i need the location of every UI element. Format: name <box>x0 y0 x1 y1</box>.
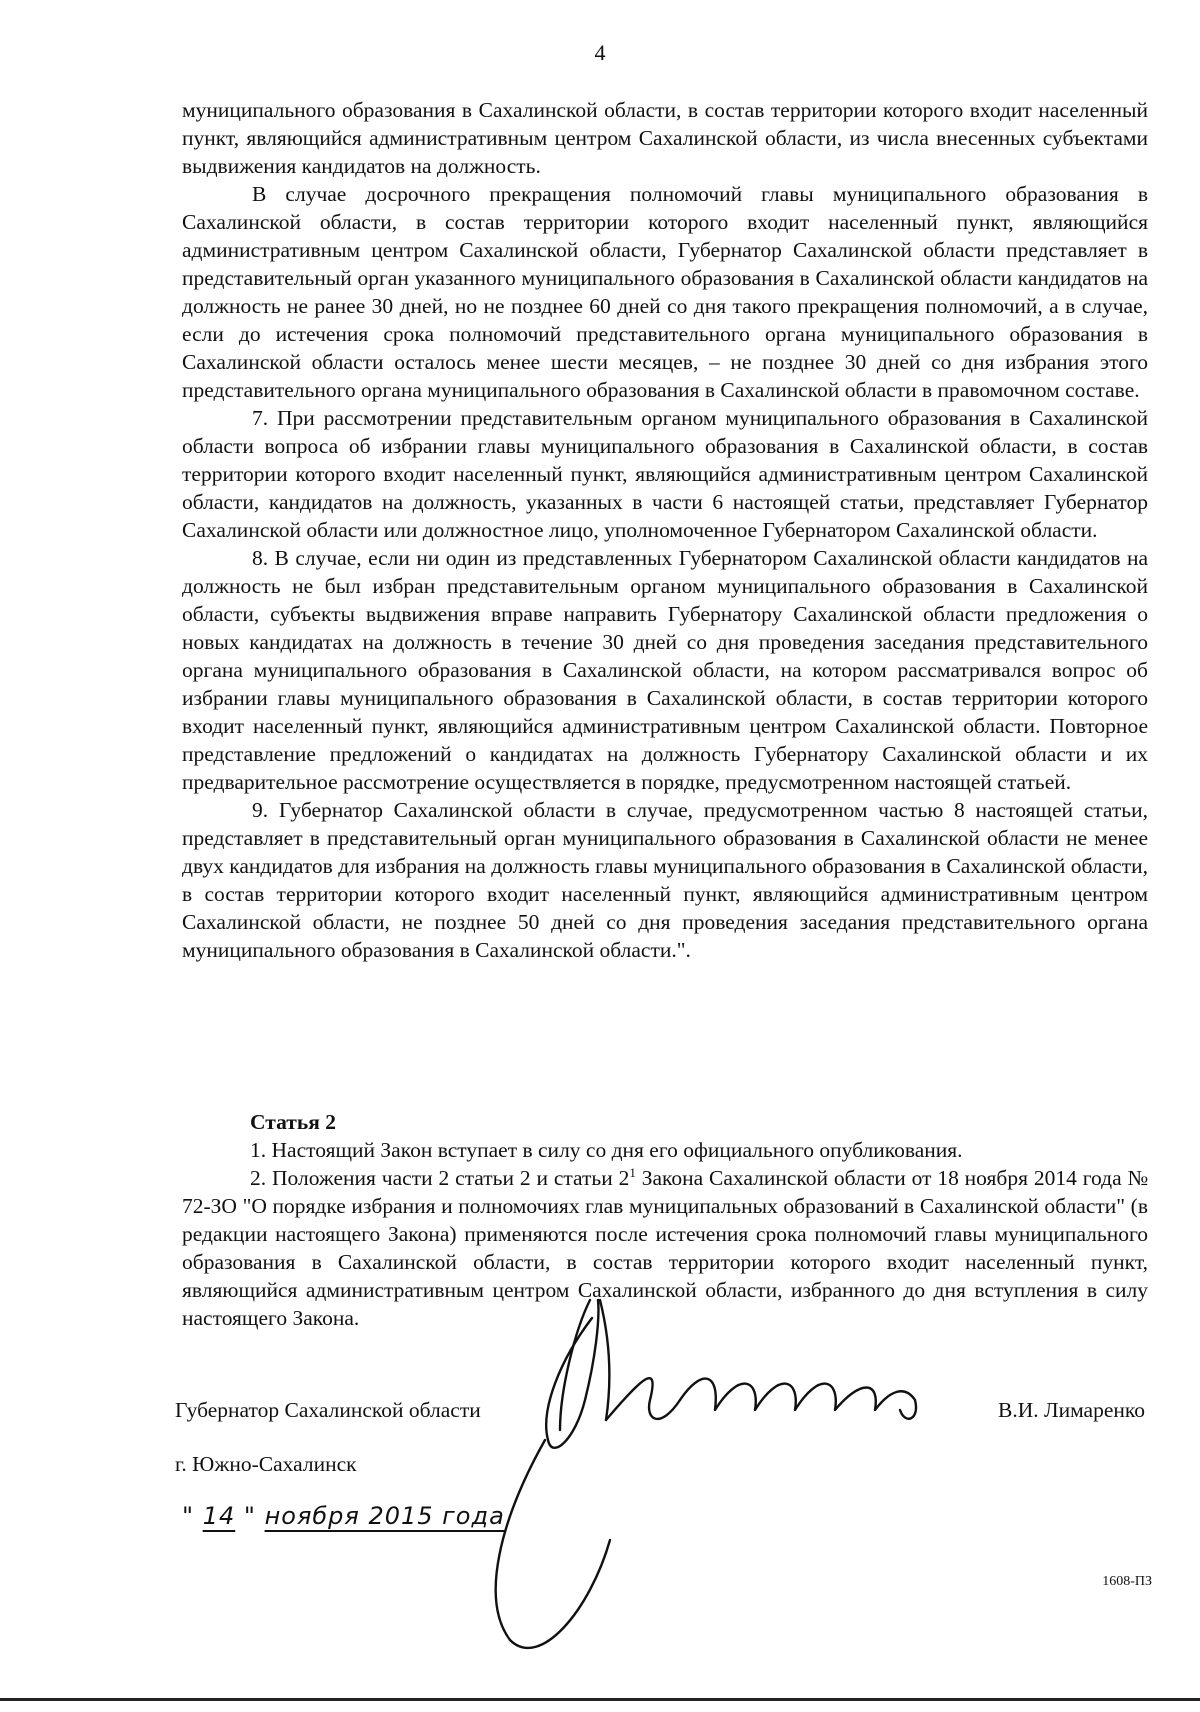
date-month-year: ноября 2015 года <box>264 1502 505 1530</box>
article-point-2 <box>182 1164 1148 1332</box>
paragraph: 8. В случае, если ни один из представленных Губернатором Сахалинской области кандидатов на должность не был избран представительным органом муниципального образования в Сахалинской области, субъекты выдвижения вправе направить Губернатору Сахалинской области предложения о новых кандидатах на должность в течение 30 дней со дня проведения заседания представительного органа муниципального образования в Сахалинской области, на котором рассматривался вопрос об избрании главы муниципального образования в Сахалинской области, в состав территории которого входит населенный пункт, являющийся административным центром Сахалинской области. Повторное представление предложений о кандидатах на должность Губернатору Сахалинской области и их предварительное рассмотрение осуществляется в порядке, предусмотренном настоящей статьей. <box>182 546 1148 794</box>
article-heading: Статья 2 <box>250 1110 336 1134</box>
signing-date <box>182 1502 505 1530</box>
article-2 <box>182 1108 1148 1332</box>
paragraph: 9. Губернатор Сахалинской области в случае, предусмотренном частью 8 настоящей статьи, представляет в представительный орган муниципального образования в Сахалинской области не менее двух кандидатов для избрания на должность главы муниципального образования в Сахалинской области, в состав территории которого входит населенный пункт, являющийся административным центром Сахалинской области, не позднее 50 дней со дня проведения заседания представительного органа муниципального образования в Сахалинской области.". <box>182 798 1148 962</box>
page-number: 4 <box>594 40 606 65</box>
date-quote-close: " <box>243 1502 256 1530</box>
article-point-2-end: Закона Сахалинской области от 18 ноября 2014 года № 72-ЗО "О порядке избрания и полномочиях глав муниципальных образований в Сахалинской области" (в редакции настоящего Закона) применяются после истечения срока полномочий главы муниципального образования в Сахалинской области, в состав территории которого входит населенный пункт, являющийся административным центром Сахалинской области, избранного до дня вступления в силу настоящего Закона. <box>182 1166 1148 1330</box>
law-body-text <box>182 96 1148 964</box>
paragraph: муниципального образования в Сахалинской области, в состав территории которого входит населенный пункт, являющийся административным центром Сахалинской области, из числа внесенных субъектами выдвижения кандидатов на должность. <box>182 98 1148 178</box>
superscript: 1 <box>629 1164 636 1180</box>
signing-city: г. Южно-Сахалинск <box>175 1452 357 1476</box>
signatory-name: В.И. Лимаренко <box>998 1398 1145 1422</box>
signatory-position: Губернатор Сахалинской области <box>175 1398 481 1422</box>
paragraph: 7. При рассмотрении представительным органом муниципального образования в Сахалинской области вопроса об избрании главы муниципального образования в Сахалинской области, в состав территории которого входит населенный пункт, являющийся административным центром Сахалинской области, кандидатов на должность, указанных в части 6 настоящей статьи, представляет Губернатор Сахалинской области или должностное лицо, уполномоченное Губернатором Сахалинской области. <box>182 406 1148 542</box>
article-point-2-start: 2. Положения части 2 статьи 2 и статьи 2 <box>250 1166 630 1190</box>
paragraph: В случае досрочного прекращения полномочий главы муниципального образования в Сахалинской области, в состав территории которого входит населенный пункт, являющийся административным центром Сахалинской области, Губернатор Сахалинской области представляет в представительный орган указанного муниципального образования в Сахалинской области кандидатов на должность не ранее 30 дней, но не позднее 60 дней со дня такого прекращения полномочий, а в случае, если до истечения срока полномочий представительного органа муниципального образования в Сахалинской области осталось менее шести месяцев, – не позднее 30 дней со дня избрания этого представительного органа муниципального образования в Сахалинской области в правомочном составе. <box>182 182 1148 402</box>
date-quote-open: " <box>182 1502 195 1530</box>
date-day: 14 <box>202 1502 236 1530</box>
scan-edge-line <box>0 1698 1200 1701</box>
registration-code: 1608-ПЗ <box>1102 1574 1152 1589</box>
article-point-1: 1. Настоящий Закон вступает в силу со дня его официального опубликования. <box>250 1138 963 1162</box>
